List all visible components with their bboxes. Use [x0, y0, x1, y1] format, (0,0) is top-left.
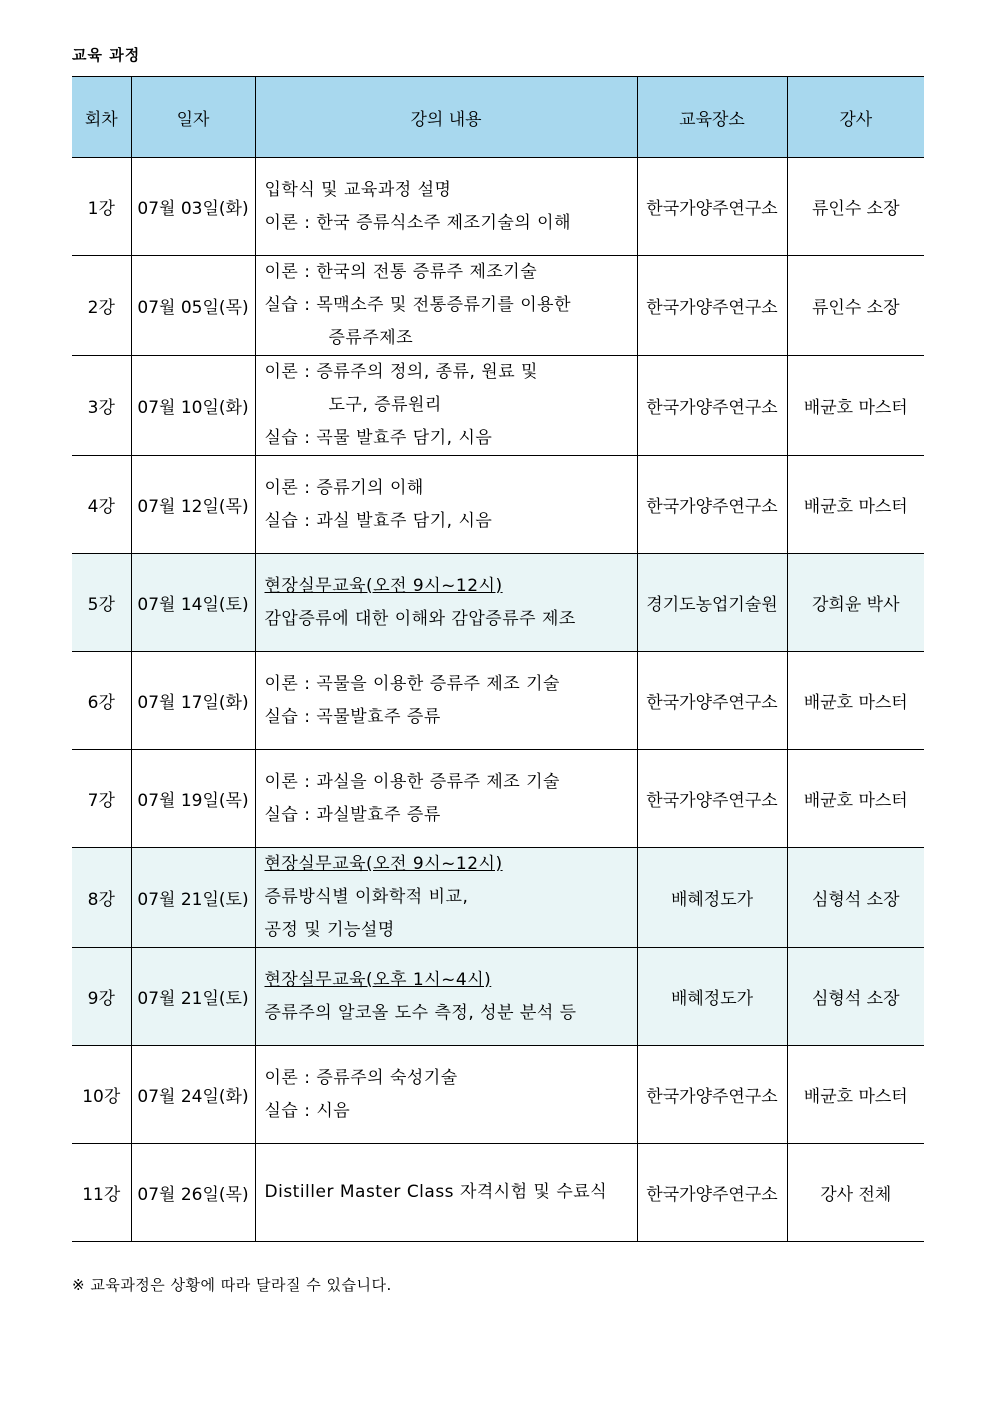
content-line: 현장실무교육(오전 9시~12시): [264, 575, 503, 596]
instructor-cell: 배균호 마스터: [787, 456, 924, 554]
session-cell: 3강: [72, 356, 131, 456]
content-line: 이론 : 과실을 이용한 증류주 제조 기술: [264, 771, 560, 792]
content-cell: [255, 750, 637, 848]
location-cell: 한국가양주연구소: [637, 652, 787, 750]
location-cell: 배혜정도가: [637, 848, 787, 948]
location-cell: 한국가양주연구소: [637, 750, 787, 848]
header-session: 회차: [72, 77, 131, 158]
instructor-cell: 배균호 마스터: [787, 750, 924, 848]
content-line: 입학식 및 교육과정 설명: [264, 179, 452, 200]
header-date: 일자: [131, 77, 255, 158]
content-line: 증류방식별 이화학적 비교,: [264, 887, 469, 907]
content-cell: [255, 1144, 637, 1242]
session-cell: 1강: [72, 158, 131, 256]
content-line: 실습 : 과실 발효주 담기, 시음: [264, 510, 493, 531]
content-line: 이론 : 곡물을 이용한 증류주 제조 기술: [264, 673, 560, 694]
content-cell: [255, 256, 637, 356]
instructor-cell: 강사 전체: [787, 1144, 924, 1242]
content-line: 실습 : 곡물 발효주 담기, 시음: [264, 428, 493, 448]
table-body: [72, 158, 924, 1242]
location-cell: 배혜정도가: [637, 948, 787, 1046]
instructor-cell: 류인수 소장: [787, 256, 924, 356]
session-cell: 9강: [72, 948, 131, 1046]
date-cell: 07월 19일(목): [131, 750, 255, 848]
content-line: 실습 : 과실발효주 증류: [264, 804, 441, 825]
table-row: [72, 456, 924, 554]
content-line: 현장실무교육(오후 1시~4시): [264, 969, 492, 990]
content-line: 이론 : 한국의 전통 증류주 제조기술: [264, 262, 538, 282]
table-row: [72, 1144, 924, 1242]
date-cell: 07월 17일(화): [131, 652, 255, 750]
content-line: 실습 : 목맥소주 및 전통증류기를 이용한: [264, 295, 571, 315]
session-cell: 11강: [72, 1144, 131, 1242]
table-row: [72, 750, 924, 848]
session-cell: 4강: [72, 456, 131, 554]
date-cell: 07월 10일(화): [131, 356, 255, 456]
location-cell: 한국가양주연구소: [637, 256, 787, 356]
location-cell: 한국가양주연구소: [637, 1144, 787, 1242]
table-row: [72, 158, 924, 256]
session-cell: 2강: [72, 256, 131, 356]
table-row: [72, 948, 924, 1046]
table-row: [72, 256, 924, 356]
content-line: 이론 : 증류주의 정의, 종류, 원료 및: [264, 362, 538, 382]
date-cell: 07월 21일(토): [131, 848, 255, 948]
session-cell: 10강: [72, 1046, 131, 1144]
content-line: 도구, 증류원리: [328, 395, 442, 415]
session-cell: 6강: [72, 652, 131, 750]
session-cell: 7강: [72, 750, 131, 848]
date-cell: 07월 26일(목): [131, 1144, 255, 1242]
instructor-cell: 심형석 소장: [787, 948, 924, 1046]
content-cell: [255, 652, 637, 750]
header-content: 강의 내용: [255, 77, 637, 158]
content-line: 이론 : 증류주의 숙성기술: [264, 1067, 458, 1088]
table-row: [72, 554, 924, 652]
session-cell: 8강: [72, 848, 131, 948]
content-line: 감압증류에 대한 이해와 감압증류주 제조: [264, 608, 576, 629]
instructor-cell: 배균호 마스터: [787, 356, 924, 456]
content-line: 현장실무교육(오전 9시~12시): [264, 854, 503, 874]
date-cell: 07월 12일(목): [131, 456, 255, 554]
content-line: 증류주의 알코올 도수 측정, 성분 분석 등: [264, 1002, 577, 1023]
instructor-cell: 심형석 소장: [787, 848, 924, 948]
content-line: 증류주제조: [328, 328, 414, 348]
curriculum-table: [72, 76, 924, 1242]
table-row: [72, 1046, 924, 1144]
content-line: 이론 : 증류기의 이해: [264, 477, 424, 498]
content-line: 실습 : 곡물발효주 증류: [264, 706, 441, 727]
date-cell: 07월 03일(화): [131, 158, 255, 256]
content-cell: [255, 948, 637, 1046]
date-cell: 07월 24일(화): [131, 1046, 255, 1144]
content-cell: [255, 1046, 637, 1144]
date-cell: 07월 14일(토): [131, 554, 255, 652]
footnote: ※ 교육과정은 상황에 따라 달라질 수 있습니다.: [72, 1276, 392, 1294]
content-cell: [255, 848, 637, 948]
content-cell: [255, 554, 637, 652]
content-line: 공정 및 기능설명: [264, 920, 395, 940]
content-cell: [255, 456, 637, 554]
header-instructor: 강사: [787, 77, 924, 158]
location-cell: 한국가양주연구소: [637, 1046, 787, 1144]
content-cell: [255, 356, 637, 456]
instructor-cell: 배균호 마스터: [787, 652, 924, 750]
content-cell: [255, 158, 637, 256]
date-cell: 07월 05일(목): [131, 256, 255, 356]
location-cell: 한국가양주연구소: [637, 356, 787, 456]
table-row: [72, 652, 924, 750]
location-cell: 경기도농업기술원: [637, 554, 787, 652]
instructor-cell: 배균호 마스터: [787, 1046, 924, 1144]
table-row: [72, 356, 924, 456]
date-cell: 07월 21일(토): [131, 948, 255, 1046]
page-title: 교육 과정: [72, 46, 141, 64]
location-cell: 한국가양주연구소: [637, 158, 787, 256]
table-row: [72, 848, 924, 948]
content-line: 이론 : 한국 증류식소주 제조기술의 이해: [264, 212, 571, 233]
location-cell: 한국가양주연구소: [637, 456, 787, 554]
instructor-cell: 강희윤 박사: [787, 554, 924, 652]
content-line: 실습 : 시음: [264, 1100, 351, 1121]
table-header-row: [72, 77, 924, 158]
session-cell: 5강: [72, 554, 131, 652]
header-location: 교육장소: [637, 77, 787, 158]
instructor-cell: 류인수 소장: [787, 158, 924, 256]
content-line: Distiller Master Class 자격시험 및 수료식: [264, 1182, 608, 1202]
